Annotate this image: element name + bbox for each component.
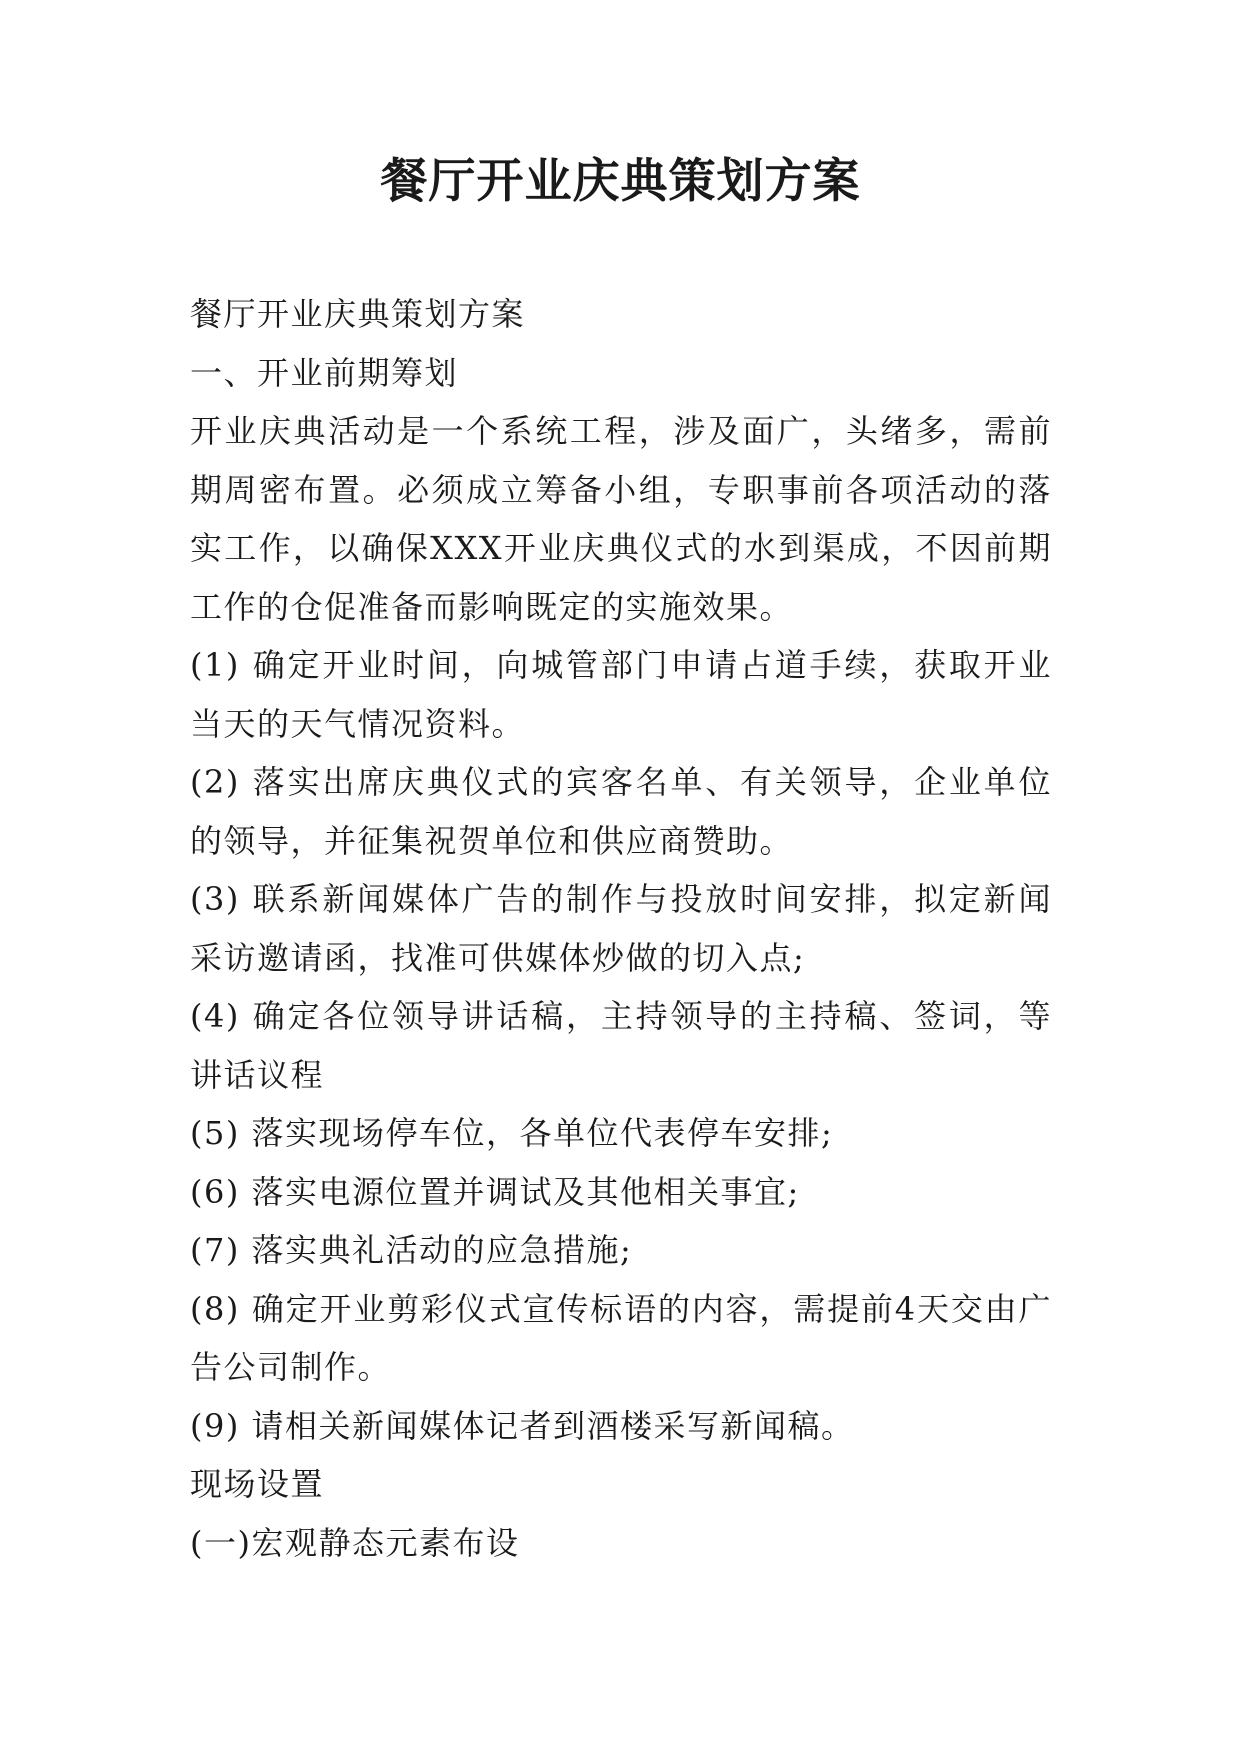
document-title: 餐厅开业庆典策划方案 bbox=[380, 154, 861, 209]
list-item-4: (4) 确定各位领导讲话稿，主持领导的主持稿、签词，等讲话议程 bbox=[190, 997, 1052, 1094]
list-item-9: (9) 请相关新闻媒体记者到酒楼采写新闻稿。 bbox=[190, 1406, 855, 1445]
document-body bbox=[190, 285, 1052, 1572]
list-item-5: (5) 落实现场停车位，各单位代表停车安排; bbox=[190, 1114, 834, 1152]
list-item-7: (7) 落实典礼活动的应急措施; bbox=[190, 1231, 633, 1269]
section-heading-site-setup: 现场设置 bbox=[190, 1465, 325, 1503]
subsection-heading-static-elements: (一)宏观静态元素布设 bbox=[190, 1523, 520, 1562]
list-item-3: (3) 联系新闻媒体广告的制作与投放时间安排，拟定新闻采访邀请函，找准可供媒体炒做的切入点; bbox=[190, 880, 1052, 977]
list-item-1: (1) 确定开业时间，向城管部门申请占道手续，获取开业当天的天气情况资料。 bbox=[190, 646, 1052, 743]
section-heading-preparation: 一、开业前期筹划 bbox=[190, 353, 459, 392]
list-item-6: (6) 落实电源位置并调试及其他相关事宜; bbox=[190, 1172, 800, 1211]
paragraph-intro: 开业庆典活动是一个系统工程，涉及面广，头绪多，需前期周密布置。必须成立筹备小组，专职事前各项活动的落实工作，以确保XXX开业庆典仪式的水到渠成，不因前期工作的仓促准备而影响既定的实施效果。 bbox=[190, 412, 1052, 626]
list-item-2: (2) 落实出席庆典仪式的宾客名单、有关领导，企业单位的领导，并征集祝贺单位和供应商赞助。 bbox=[190, 763, 1052, 860]
list-item-8: (8) 确定开业剪彩仪式宣传标语的内容，需提前4天交由广告公司制作。 bbox=[190, 1289, 1052, 1386]
paragraph-subtitle: 餐厅开业庆典策划方案 bbox=[190, 295, 526, 333]
